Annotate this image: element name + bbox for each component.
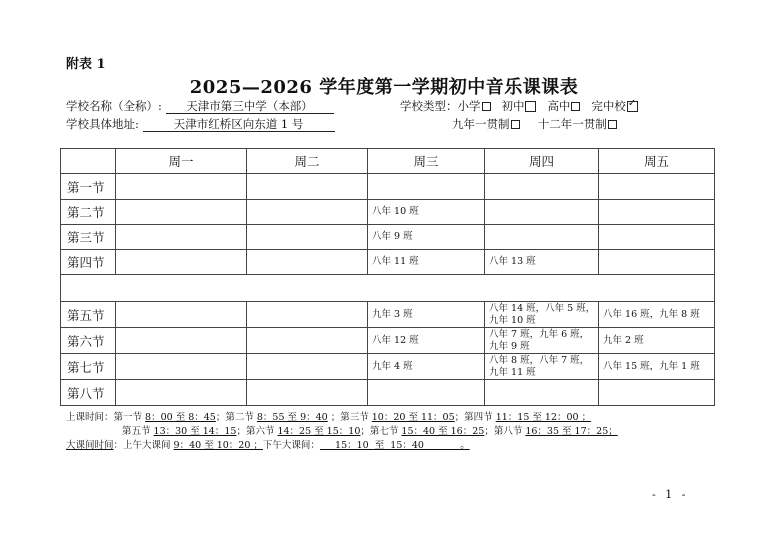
address-label: 学校具体地址:	[66, 117, 139, 131]
period-label: 第五节	[61, 302, 116, 328]
schedule-cell	[599, 225, 715, 250]
schedule-cell	[485, 380, 599, 406]
period-label: 第二节	[61, 200, 116, 225]
schedule-cell	[116, 354, 247, 380]
schedule-cell	[368, 174, 485, 200]
period-1-label: 第一节	[113, 412, 146, 423]
page-number: - 1 -	[652, 488, 689, 501]
type-senior-label: 高中	[547, 99, 571, 113]
twelve-year-label: 十二年一贯制	[537, 117, 607, 131]
schedule-cell	[368, 380, 485, 406]
schedule-cell	[247, 200, 368, 225]
table-row	[61, 250, 715, 275]
period-6-time: 14：25 至 15：10	[277, 426, 361, 437]
break-cell	[61, 275, 715, 302]
corner-cell	[61, 149, 116, 174]
schedule-cell	[485, 200, 599, 225]
type-junior-label: 初中	[501, 99, 525, 113]
school-type-row	[400, 98, 638, 114]
period-3-time: 10：20 至 11：05	[371, 412, 455, 423]
period-label: 第六节	[61, 328, 116, 354]
period-8-time: 16：35 至 17：25；	[525, 426, 618, 437]
period-label: 第一节	[61, 174, 116, 200]
schedule-cell: 九年 4 班	[368, 354, 485, 380]
nine-year-checkbox[interactable]	[511, 120, 520, 129]
type-complete-label: 完中校	[591, 99, 626, 113]
schedule-cell	[599, 174, 715, 200]
break-row	[61, 275, 715, 302]
pm-break-label: 下午大课间：	[262, 440, 320, 451]
schedule-cell	[116, 250, 247, 275]
period-3-label: ；第三节	[327, 412, 372, 423]
type-senior-checkbox[interactable]	[571, 102, 580, 111]
school-name-value: 天津市第三中学（本部）	[166, 100, 334, 114]
schedule-cell	[116, 225, 247, 250]
schedule-cell	[247, 302, 368, 328]
address-value: 天津市红桥区向东道 1 号	[143, 118, 335, 132]
twelve-year-checkbox[interactable]	[608, 120, 617, 129]
period-label: 第四节	[61, 250, 116, 275]
schedule-cell: 八年 10 班	[368, 200, 485, 225]
system-row	[452, 116, 617, 132]
schedule-cell	[116, 174, 247, 200]
schedule-cell: 九年 2 班	[599, 328, 715, 354]
period-2-label: ；第二节	[215, 412, 257, 423]
schedule-cell: 八年 7 班，九年 6 班，九年 9 班	[485, 328, 599, 354]
page-title: 2025—2026 学年度第一学期初中音乐课课表	[189, 77, 579, 98]
period-label: 第八节	[61, 380, 116, 406]
schedule-cell	[247, 328, 368, 354]
period-6-label: ；第六节	[236, 426, 278, 437]
schedule-cell: 九年 3 班	[368, 302, 485, 328]
day-header: 周五	[599, 149, 715, 174]
day-header: 周二	[247, 149, 368, 174]
schedule-cell: 八年 13 班	[485, 250, 599, 275]
type-primary-checkbox[interactable]	[482, 102, 491, 111]
nine-year-label: 九年一贯制	[452, 117, 510, 131]
pm-break-time: 15：10 至 15：40 。	[319, 440, 470, 451]
class-time-line1	[66, 409, 591, 423]
table-row	[61, 302, 715, 328]
am-break-label: ：上午大课间	[113, 440, 174, 451]
schedule-cell	[485, 174, 599, 200]
schedule-cell	[599, 380, 715, 406]
table-row	[61, 200, 715, 225]
period-4-label: ；第四节	[454, 412, 496, 423]
table-header-row	[61, 149, 715, 174]
schedule-cell	[247, 380, 368, 406]
table-row	[61, 380, 715, 406]
schedule-cell	[116, 380, 247, 406]
schedule-cell: 八年 9 班	[368, 225, 485, 250]
break-time-line	[66, 437, 470, 451]
table-row	[61, 328, 715, 354]
table-row	[61, 354, 715, 380]
school-name-row	[66, 98, 334, 114]
schedule-cell: 八年 8 班，八年 7 班，九年 11 班	[485, 354, 599, 380]
day-header: 周一	[116, 149, 247, 174]
period-5-time: 13：30 至 14：15	[153, 426, 237, 437]
class-time-label: 上课时间：	[66, 412, 114, 423]
period-7-time: 15：40 至 16：25	[401, 426, 485, 437]
schedule-cell	[116, 328, 247, 354]
table-row	[61, 174, 715, 200]
address-row	[66, 116, 335, 132]
period-5-label: 第五节	[122, 426, 154, 437]
schedule-cell: 八年 15 班，九年 1 班	[599, 354, 715, 380]
schedule-cell: 八年 14 班，八年 5 班，九年 10 班	[485, 302, 599, 328]
schedule-cell	[599, 200, 715, 225]
type-junior-checkbox[interactable]	[525, 101, 536, 112]
schedule-cell	[247, 174, 368, 200]
period-label: 第七节	[61, 354, 116, 380]
schedule-cell: 八年 11 班	[368, 250, 485, 275]
am-break-time: 9：40 至 10：20 ；	[173, 440, 263, 451]
schedule-cell: 八年 16 班，九年 8 班	[599, 302, 715, 328]
period-2-time: 8：55 至 9：40	[256, 412, 328, 423]
attachment-label: 附表 1	[66, 57, 106, 72]
type-complete-checkbox-checked[interactable]	[627, 101, 638, 112]
break-time-label: 大课间时间	[66, 440, 114, 451]
schedule-cell	[116, 200, 247, 225]
school-type-label: 学校类型：	[400, 99, 458, 113]
period-1-time: 8：00 至 8：45	[145, 412, 216, 423]
day-header: 周三	[368, 149, 485, 174]
schedule-cell	[116, 302, 247, 328]
type-primary-label: 小学	[457, 99, 481, 113]
schedule-cell	[599, 250, 715, 275]
schedule-cell	[247, 250, 368, 275]
period-label: 第三节	[61, 225, 116, 250]
schedule-cell	[247, 225, 368, 250]
class-time-line2	[122, 423, 618, 437]
schedule-cell	[247, 354, 368, 380]
table-row	[61, 225, 715, 250]
period-7-label: ；第七节	[360, 426, 402, 437]
period-8-label: ；第八节	[484, 426, 526, 437]
day-header: 周四	[485, 149, 599, 174]
schedule-table	[60, 148, 715, 406]
period-4-time: 11：15 至 12：00 ；	[495, 412, 592, 423]
schedule-cell	[485, 225, 599, 250]
schedule-cell: 八年 12 班	[368, 328, 485, 354]
school-name-label: 学校名称（全称）:	[66, 99, 162, 113]
